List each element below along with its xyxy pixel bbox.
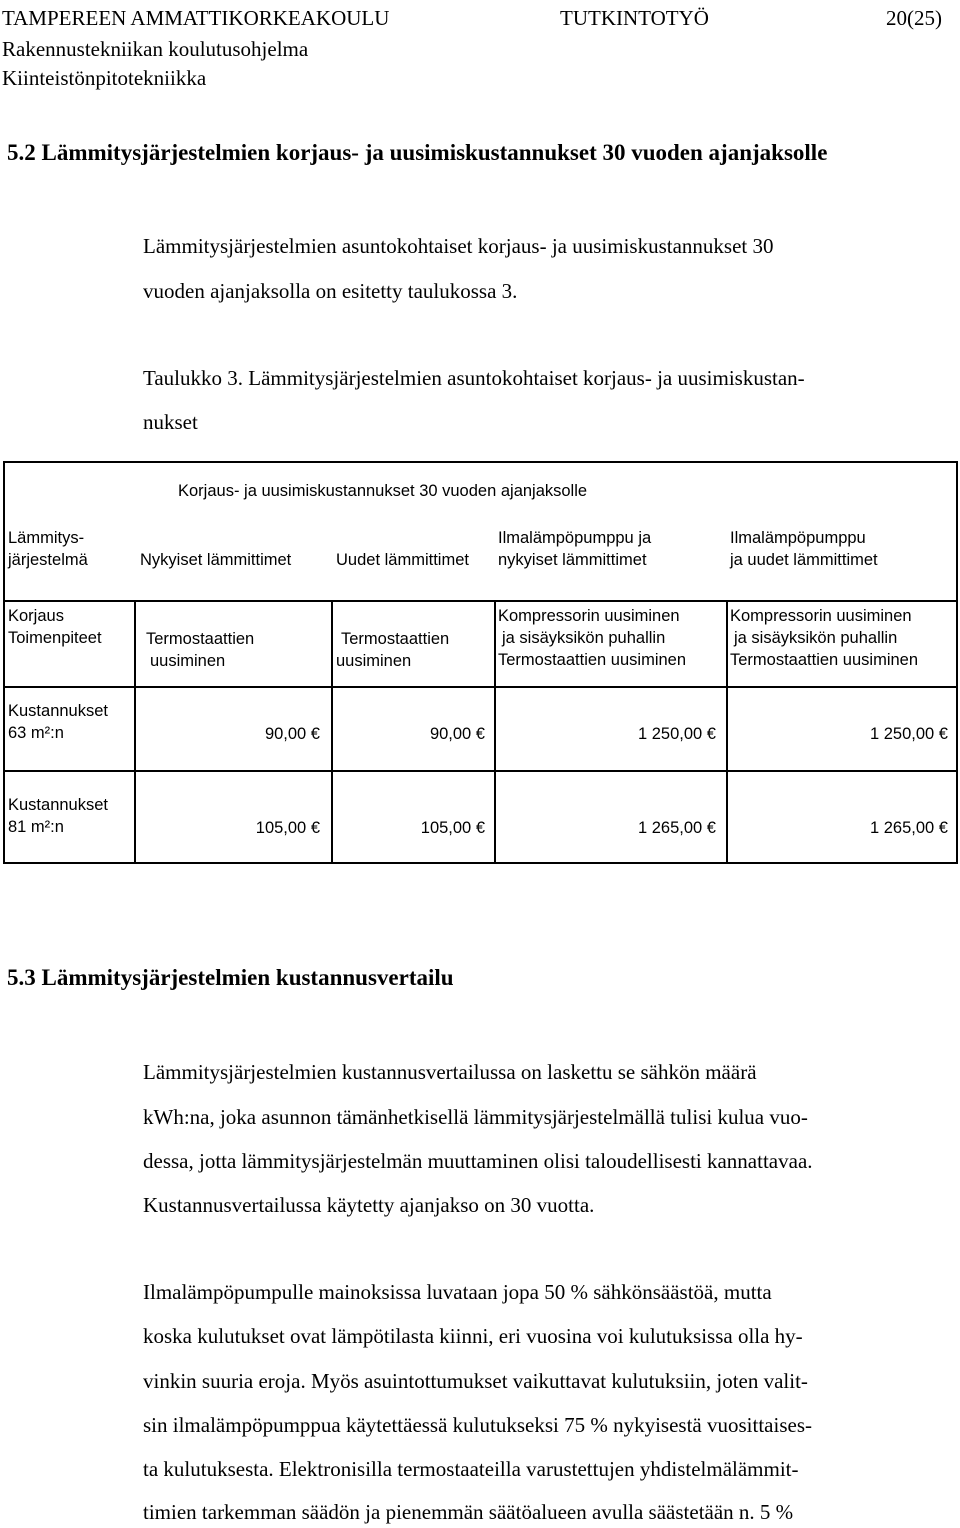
degree-program: Rakennustekniikan koulutusohjelma bbox=[2, 37, 309, 61]
section-5-3-p1-line-3: dessa, jotta lämmitysjärjestelmän muuttaminen olisi taloudellisesti kannattavaa. bbox=[143, 1149, 813, 1173]
table-title: Korjaus- ja uusimiskustannukset 30 vuoden ajanjaksolle bbox=[178, 482, 588, 500]
cost-63-heat-pump-current: 1 250,00 € bbox=[638, 725, 716, 743]
col-header-system: Lämmitys- järjestelmä bbox=[8, 529, 88, 569]
cost-81-new-heaters: 105,00 € bbox=[420, 819, 485, 837]
cost-81-heat-pump-current: 1 265,00 € bbox=[638, 819, 716, 837]
school-name: TAMPEREEN AMMATTIKORKEAKOULU bbox=[2, 6, 390, 30]
repair-current-heaters: Termostaattien uusiminen bbox=[146, 630, 255, 670]
table-divider bbox=[3, 770, 958, 772]
col-header-current-heaters: Nykyiset lämmittimet bbox=[140, 551, 292, 569]
cost-81-heat-pump-new: 1 265,00 € bbox=[870, 819, 948, 837]
section-5-2-paragraph-line-2: vuoden ajanjaksolla on esitetty taulukossa 3. bbox=[143, 279, 518, 303]
section-5-2-heading: 5.2 Lämmitysjärjestelmien korjaus- ja uusimiskustannukset 30 vuoden ajanjaksolle bbox=[7, 140, 828, 165]
table-caption-line-1: Taulukko 3. Lämmitysjärjestelmien asuntokohtaiset korjaus- ja uusimiskustan- bbox=[143, 366, 805, 390]
col-header-heat-pump-current: Ilmalämpöpumppu ja nykyiset lämmittimet bbox=[498, 529, 652, 569]
section-5-3-p1-line-2: kWh:na, joka asunnon tämänhetkisellä lämmitysjärjestelmällä tulisi kulua vuo- bbox=[143, 1105, 808, 1129]
table-divider bbox=[3, 600, 958, 602]
section-5-3-p2-line-1: Ilmalämpöpumpulle mainoksissa luvataan jopa 50 % sähkönsäästöä, mutta bbox=[143, 1280, 772, 1304]
row-label-costs-81: Kustannukset 81 m²:n bbox=[8, 796, 108, 836]
section-5-3-p2-line-5: ta kulutuksesta. Elektronisilla termostaateilla varustettujen yhdistelmälämmit- bbox=[143, 1457, 799, 1481]
table-caption-line-2: nukset bbox=[143, 410, 198, 434]
section-5-3-p1-line-4: Kustannusvertailussa käytetty ajanjakso on 30 vuotta. bbox=[143, 1193, 595, 1217]
col-header-new-heaters: Uudet lämmittimet bbox=[336, 551, 469, 569]
document-type: TUTKINTOTYÖ bbox=[560, 6, 709, 30]
row-label-costs-63: Kustannukset 63 m²:n bbox=[8, 702, 108, 742]
cost-81-current-heaters: 105,00 € bbox=[255, 819, 320, 837]
section-5-2-paragraph-line-1: Lämmitysjärjestelmien asuntokohtaiset korjaus- ja uusimiskustannukset 30 bbox=[143, 234, 774, 258]
section-5-3-p1-line-1: Lämmitysjärjestelmien kustannusvertailussa on laskettu se sähkön määrä bbox=[143, 1060, 757, 1084]
cost-63-heat-pump-new: 1 250,00 € bbox=[870, 725, 948, 743]
page-number: 20(25) bbox=[886, 6, 942, 30]
specialization: Kiinteistönpitotekniikka bbox=[2, 66, 207, 90]
col-header-heat-pump-new: Ilmalämpöpumppu ja uudet lämmittimet bbox=[730, 529, 878, 569]
repair-heat-pump-new: Kompressorin uusiminen ja sisäyksikön puhallin Termostaattien uusiminen bbox=[730, 607, 919, 669]
section-5-3-p2-line-6: timien tarkemman säädön ja pienemmän säätöalueen avulla säästetään n. 5 % bbox=[143, 1500, 794, 1524]
repair-new-heaters: Termostaattien uusiminen bbox=[336, 630, 450, 670]
section-5-3-heading: 5.3 Lämmitysjärjestelmien kustannusvertailu bbox=[7, 965, 454, 990]
cost-63-new-heaters: 90,00 € bbox=[429, 725, 485, 743]
repair-heat-pump-current: Kompressorin uusiminen ja sisäyksikön puhallin Termostaattien uusiminen bbox=[498, 607, 687, 669]
table-divider bbox=[3, 686, 958, 688]
section-5-3-p2-line-3: vinkin suuria eroja. Myös asuintottumukset vaikuttavat kulutuksiin, joten valit- bbox=[143, 1369, 808, 1393]
row-label-repair: Korjaus Toimenpiteet bbox=[8, 607, 102, 647]
section-5-3-p2-line-4: sin ilmalämpöpumppua käytettäessä kulutukseksi 75 % nykyisestä vuosittaises- bbox=[143, 1413, 812, 1437]
section-5-3-p2-line-2: koska kulutukset ovat lämpötilasta kiinni, eri vuosina voi kulutuksissa olla hy- bbox=[143, 1324, 803, 1348]
cost-63-current-heaters: 90,00 € bbox=[264, 725, 320, 743]
